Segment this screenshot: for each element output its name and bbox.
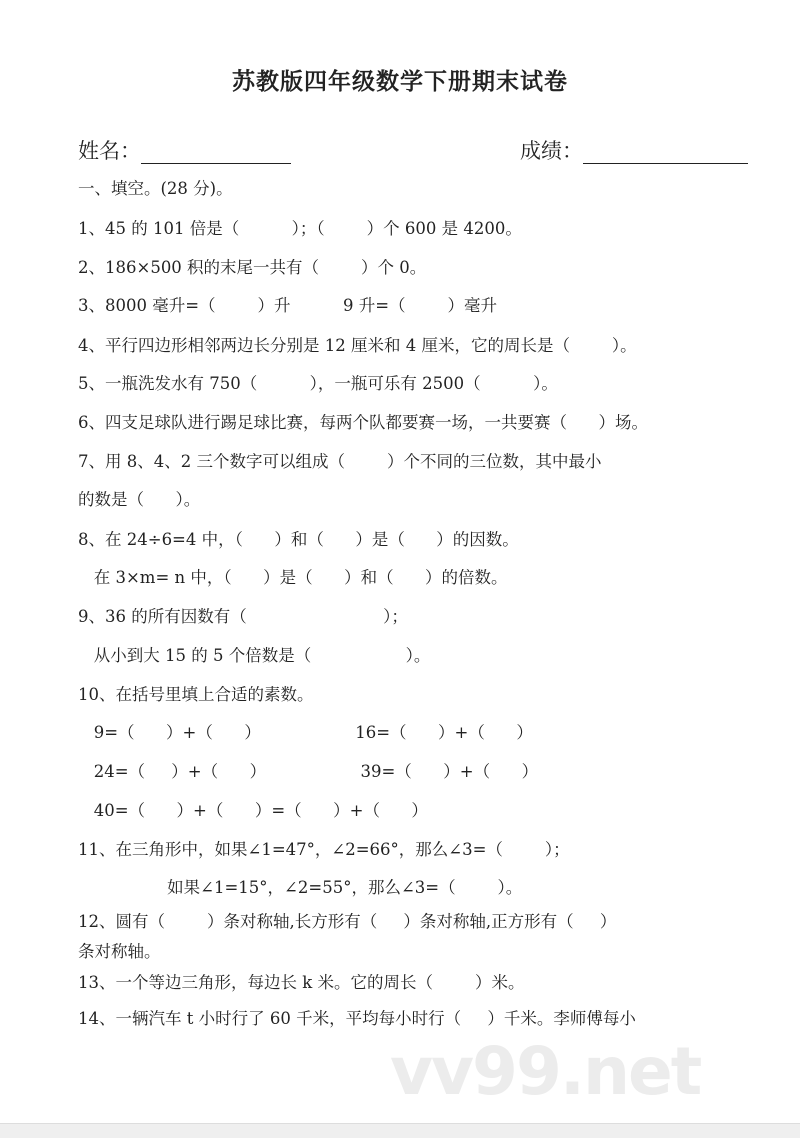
question-line: 3、8000 毫升=（ ）升 9 升=（ ）毫升 xyxy=(78,296,497,315)
question-line: 6、四支足球队进行踢足球比赛，每两个队都要赛一场，一共要赛（ ）场。 xyxy=(78,413,648,432)
question-line: 9、36 的所有因数有（ ）； xyxy=(78,607,408,626)
question-line: 的数是（ ）。 xyxy=(78,490,201,509)
question-line: 11、在三角形中，如果∠1=47°，∠2=66°，那么∠3=（ ）； xyxy=(78,840,570,859)
page-title: 苏教版四年级数学下册期末试卷 xyxy=(232,68,568,95)
question-line: 5、一瓶洗发水有 750（ ），一瓶可乐有 2500（ ）。 xyxy=(78,374,558,393)
question-line: 1、45 的 101 倍是（ ）；（ ）个 600 是 4200。 xyxy=(78,219,522,238)
question-line: 12、圆有（ ）条对称轴,长方形有（ ）条对称轴,正方形有（ ） xyxy=(78,912,617,931)
score-field xyxy=(520,138,748,164)
name-field xyxy=(78,138,291,164)
question-line: 24=（ ）+（ ） 39=（ ）+（ ） xyxy=(78,762,539,781)
question-line: 8、在 24÷6=4 中，（ ）和（ ）是（ ）的因数。 xyxy=(78,530,519,549)
question-line: 在 3×m= n 中，（ ）是（ ）和（ ）的倍数。 xyxy=(78,568,508,587)
score-label: 成绩： xyxy=(520,139,583,163)
question-line: 14、一辆汽车 t 小时行了 60 千米，平均每小时行（ ）千米。李师傅每小 xyxy=(78,1009,636,1028)
question-line: 4、平行四边形相邻两边长分别是 12 厘米和 4 厘米，它的周长是（ ）。 xyxy=(78,336,637,355)
section-heading: 一、填空。(28 分)。 xyxy=(78,179,233,198)
name-blank xyxy=(141,141,291,164)
question-line: 从小到大 15 的 5 个倍数是（ ）。 xyxy=(78,646,431,665)
name-label: 姓名： xyxy=(78,139,141,163)
score-blank xyxy=(583,141,748,164)
question-line: 13、一个等边三角形，每边长 k 米。它的周长（ ）米。 xyxy=(78,973,525,992)
question-line: 条对称轴。 xyxy=(78,942,161,961)
question-line: 7、用 8、4、2 三个数字可以组成（ ）个不同的三位数，其中最小 xyxy=(78,452,602,471)
question-line: 如果∠1=15°，∠2=55°，那么∠3=（ ）。 xyxy=(78,878,523,897)
question-line: 10、在括号里填上合适的素数。 xyxy=(78,685,314,704)
question-line: 40=（ ）+（ ）=（ ）+（ ） xyxy=(78,801,428,820)
question-line: 9=（ ）+（ ） 16=（ ）+（ ） xyxy=(78,723,533,742)
question-line: 2、186×500 积的末尾一共有（ ）个 0。 xyxy=(78,258,427,277)
page-bottom-edge xyxy=(0,1123,800,1138)
watermark: vv99.net xyxy=(390,1033,701,1110)
